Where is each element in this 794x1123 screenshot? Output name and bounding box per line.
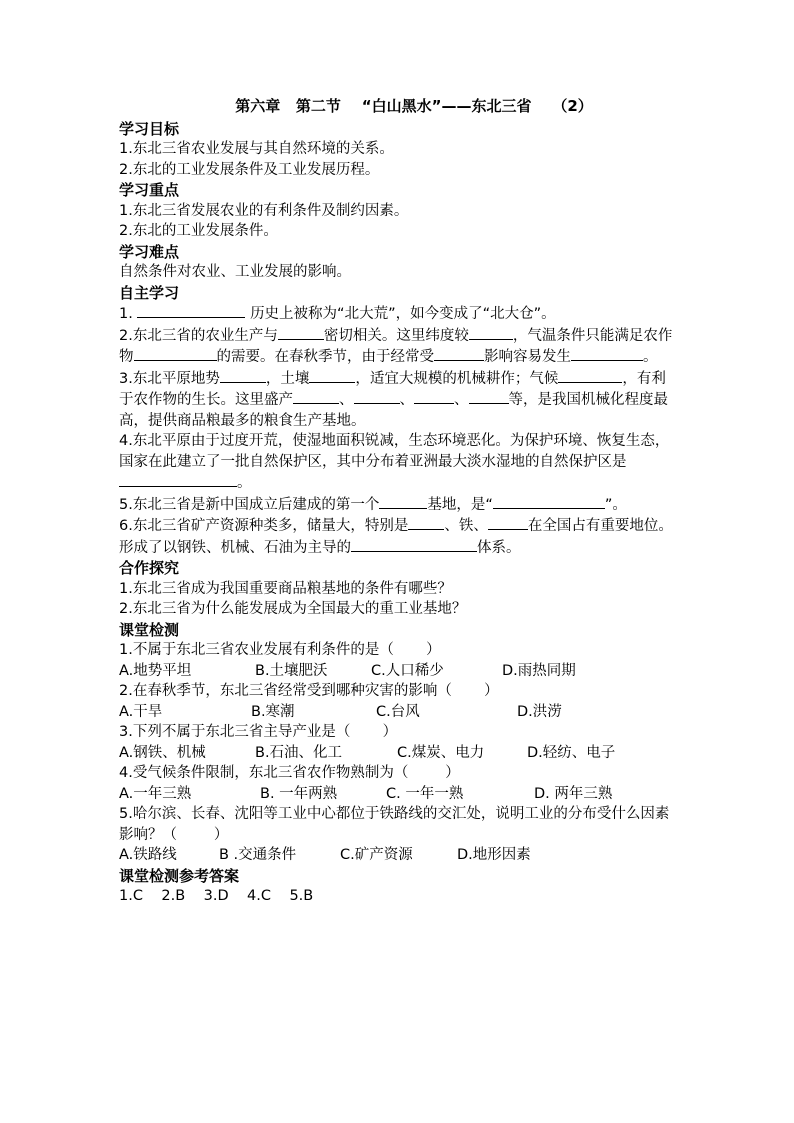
test-q3-opt-c[interactable]: C.煤炭、电力: [397, 744, 485, 761]
test-q1-opt-a[interactable]: A.地势平坦: [119, 662, 192, 679]
self-study-heading: 自主学习: [119, 283, 180, 302]
test-q1-opt-b[interactable]: B.土壤肥沃: [255, 662, 328, 679]
test-q5-options: [119, 845, 679, 866]
coop-1: 1.东北三省成为我国重要商品粮基地的条件有哪些？: [119, 580, 452, 597]
test-q3-opt-b[interactable]: B.石油、化工: [255, 744, 343, 761]
test-q4: 4.受气候条件限制，东北三省农作物熟制为（ ）: [119, 765, 460, 781]
worksheet-page: [119, 96, 679, 907]
self-q3-text-b: ，土壤: [265, 370, 310, 387]
self-q3: [119, 368, 679, 432]
test-q2-options: [119, 702, 679, 723]
test-q2-opt-a[interactable]: A.干旱: [119, 703, 163, 720]
difficult-1: 自然条件对农业、工业发展的影响。: [119, 264, 351, 280]
test-q3: 3.下列不属于东北三省主导产业是（ ）: [119, 724, 398, 740]
self-q3-text-c: ，适宜大规模的机械耕作；气候: [355, 370, 559, 387]
self-q1: [119, 303, 679, 325]
blank-6a[interactable]: [408, 515, 444, 530]
page-title: 第六章 第二节 “白山黑水”——东北三省 （2）: [235, 97, 593, 115]
test-q4-opt-b[interactable]: B. 一年两熟: [260, 785, 338, 802]
self-q3-sep-2: 、: [399, 392, 414, 408]
test-q4-opt-a[interactable]: A.一年三熟: [119, 785, 192, 802]
test-q4-opt-c[interactable]: C. 一年一熟: [386, 785, 464, 802]
test-q2-opt-d[interactable]: D.洪涝: [517, 703, 562, 720]
self-q5-text-a: 5.东北三省是新中国成立后建成的第一个: [119, 496, 380, 513]
blank-2a[interactable]: [278, 325, 324, 340]
self-q3-sep-1: 、: [339, 392, 354, 408]
test-q2-opt-b[interactable]: B.寒潮: [251, 703, 295, 720]
self-q6: [119, 515, 679, 558]
self-q2: [119, 325, 679, 368]
blank-1[interactable]: [137, 303, 245, 318]
self-q2-text-a: 2.东北三省的农业生产与: [119, 327, 278, 344]
self-q3-text-h: 等，是我国机械化程度最高，提供商品粮最多的粮食生产基地。: [119, 392, 668, 429]
blank-3a[interactable]: [220, 368, 266, 383]
self-q6-text-b: 、铁、: [444, 518, 488, 534]
self-q2-text-c: ，气温条件只能满足农作物: [119, 327, 673, 365]
coop-2: 2.东北三省为什么能发展成为全国最大的重工业基地？: [119, 601, 467, 617]
blank-3g[interactable]: [469, 389, 509, 404]
test-q4-options: [119, 784, 679, 805]
answer-key: 1.C 2.B 3.D 4.C 5.B: [119, 888, 314, 904]
blank-5a[interactable]: [379, 494, 427, 509]
key-1: 1.东北三省发展农业的有利条件及制约因素。: [119, 202, 409, 219]
self-q4: [119, 431, 679, 494]
blank-6c[interactable]: [351, 537, 477, 552]
blank-3d[interactable]: [293, 389, 339, 404]
blank-5b[interactable]: [493, 494, 605, 509]
blank-3f[interactable]: [414, 389, 454, 404]
self-q5: [119, 494, 679, 516]
difficult-heading: 学习难点: [119, 242, 180, 261]
blank-2c[interactable]: [134, 346, 217, 361]
self-q4-text-a: 4.东北平原由于过度开荒，使湿地面积锐减，生态环境恶化。为保护环境、恢复生态，国家在此建立了一批自然保护区，其中分布着亚洲最大淡水湿地的自然保护区是: [119, 433, 670, 470]
self-q5-text-c: ”。: [604, 496, 627, 513]
answer-heading: 课堂检测参考答案: [119, 866, 240, 885]
self-q4-text-b: 。: [237, 475, 252, 491]
self-q3-sep-3: 、: [454, 392, 469, 408]
test-q3-opt-d[interactable]: D.轻纺、电子: [527, 744, 616, 761]
test-q5-opt-d[interactable]: D.地形因素: [457, 847, 531, 863]
self-q6-text-c: 在全国占有重要地位。形成了以钢铁、机械、石油为主导的: [119, 518, 673, 556]
goal-2: 2.东北的工业发展条件及工业发展历程。: [119, 161, 380, 178]
goal-1: 1.东北三省农业发展与其自然环境的关系。: [119, 141, 394, 157]
blank-2d[interactable]: [434, 346, 484, 361]
test-q2: 2.在春秋季节，东北三省经常受到哪种灾害的影响（ ）: [119, 683, 499, 699]
self-q3-text-a: 3.东北平原地势: [119, 370, 220, 387]
goals-heading: 学习目标: [119, 119, 180, 138]
blank-4[interactable]: [119, 472, 237, 487]
self-q3-text-d: ，有利于农作物的生长。这里盛产: [119, 370, 666, 408]
test-q3-opt-a[interactable]: A.钢铁、机械: [119, 744, 206, 761]
self-q5-text-b: 基地，是“: [427, 496, 493, 513]
test-q5: 5.哈尔滨、长春、沈阳等工业中心都位于铁路线的交汇处，说明工业的分布受什么因素影响？（ ）: [119, 806, 670, 843]
test-q1: 1.不属于东北三省农业发展有利条件的是（ ）: [119, 642, 441, 658]
self-q1-text: 历史上被称为“北大荒”，如今变成了“北大仓”。: [250, 306, 556, 322]
test-q2-opt-c[interactable]: C.台风: [376, 703, 420, 720]
blank-3e[interactable]: [354, 389, 400, 404]
self-q2-text-f: 。: [643, 349, 658, 365]
self-q2-text-e: 影响容易发生: [484, 349, 571, 365]
test-heading: 课堂检测: [119, 620, 180, 639]
test-q5-opt-a[interactable]: A.铁路线: [119, 847, 177, 863]
self-q6-text-a: 6.东北三省矿产资源种类多，储量大，特别是: [119, 518, 409, 534]
blank-2e[interactable]: [571, 346, 643, 361]
key-2: 2.东北的工业发展条件。: [119, 223, 278, 239]
key-heading: 学习重点: [119, 181, 180, 199]
test-q4-opt-d[interactable]: D. 两年三熟: [534, 785, 613, 802]
test-q1-options: [119, 661, 679, 682]
self-q6-text-d: 体系。: [477, 539, 521, 556]
blank-2b[interactable]: [469, 325, 513, 340]
blank-3b[interactable]: [309, 368, 355, 383]
blank-3c[interactable]: [558, 368, 622, 383]
test-q5-opt-b[interactable]: B .交通条件: [219, 847, 297, 863]
self-q2-text-b: 密切相关。这里纬度较: [323, 327, 469, 344]
test-q5-opt-c[interactable]: C.矿产资源: [340, 847, 413, 863]
self-q2-text-d: 的需要。在春秋季节，由于经常受: [216, 349, 434, 365]
test-q3-options: [119, 743, 679, 764]
test-q1-opt-c[interactable]: C.人口稀少: [371, 662, 444, 679]
self-q1-num: 1.: [119, 306, 133, 322]
test-q1-opt-d[interactable]: D.雨热同期: [502, 662, 576, 679]
coop-heading: 合作探究: [119, 559, 180, 577]
blank-6b[interactable]: [488, 515, 528, 530]
